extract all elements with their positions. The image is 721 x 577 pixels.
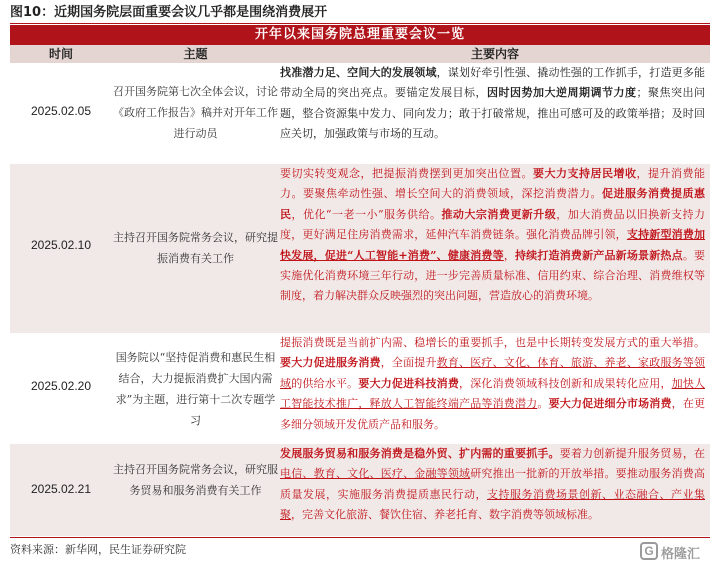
logo-icon: G [640, 542, 658, 560]
content-segment: 提振消费既是当前扩内需、稳增长的重要抓手，也是中长期转变发展方式的重大举措。 [280, 336, 705, 349]
content-segment: 找准潜力足、空间大的发展领域 [280, 66, 437, 79]
row-topic: 国务院以“坚持促消费和惠民生相结合，大力提振消费扩大国内需求”为主题，进行第十二次专题学习 [115, 351, 276, 427]
header-topic: 主题 [183, 47, 208, 61]
row-date: 2025.02.20 [30, 379, 92, 393]
content-segment: ，谋划好牵引性强、撬动性强的工作抓手，打造更多能带动全局的突出亮点。要锚定发展目标， [280, 66, 706, 100]
content-segment: ，在更多细分领域开发优质产品和服务。 [280, 397, 706, 431]
table-row [10, 164, 710, 333]
table-row [10, 333, 710, 444]
content-segment: 的供给水平。 [291, 376, 359, 390]
row-content [280, 63, 705, 145]
table-row [10, 63, 710, 164]
content-segment: 加快人工智能技术推广，释放人工智能终端产品等消费潜力 [280, 376, 706, 411]
content-segment: 要大力促进服务消费 [280, 356, 381, 370]
content-segment: 研究推出一批新的开放举措。要推动服务消费高质量发展，实施服务消费提质惠民行动， [280, 467, 706, 501]
content-segment: 推动大宗消费更新升级 [441, 207, 557, 221]
logo-text: 格隆汇 [661, 547, 701, 562]
content-segment: 电信、教育、文化、医疗、金融等领域 [280, 467, 471, 481]
content-segment: 要大力促进细分市场消费 [548, 397, 672, 411]
content-segment: 要着力创新提升服务贸易，在 [559, 447, 706, 460]
row-content [280, 444, 705, 526]
content-segment: ，完善文化旅游、餐饮住宿、养老托育、数字消费等领域标准。 [291, 508, 599, 522]
watermark-logo [640, 542, 710, 562]
content-segment: ，提升消费能力。要聚焦牵动性强、增长空间大的消费领域，深挖消费潜力。 [280, 167, 705, 201]
content-segment: 要大力促进科技消费 [358, 376, 460, 390]
content-segment: ， [503, 248, 515, 262]
row-date: 2025.02.21 [30, 482, 92, 496]
row-topic: 主持召开国务院常务会议，研究服务贸易和服务消费有关工作 [113, 463, 278, 497]
row-topic: 召开国务院第七次全体会议，讨论《政府工作报告》稿并对开年工作进行动员 [113, 85, 278, 140]
content-segment: ，全面提升 [380, 356, 437, 370]
content-segment: 。要实施优化消费环境三年行动，进一步完善质量标准、信用约束、综合治理、消费维权等制度，着力解决群众反映强烈的突出问题，营造放心的消费环境。 [280, 248, 705, 303]
content-segment: 要切实转变观念，把提振消费摆到更加突出位置。 [280, 167, 533, 180]
content-segment: ，深化消费领域科技创新和成果转化应用， [459, 376, 672, 390]
row-content [280, 333, 705, 435]
source-note: 资料来源：新华网，民生证券研究院 [10, 537, 710, 557]
row-date: 2025.02.10 [30, 238, 92, 252]
row-topic: 主持召开国务院常务会议，研究提振消费有关工作 [113, 231, 278, 265]
header-content: 主要内容 [470, 47, 519, 61]
content-segment: 发展服务贸易和服务消费是稳外贸、扩内需的重要抓手。 [280, 447, 560, 460]
content-segment: 促进服务消费提质惠民 [280, 187, 705, 221]
content-segment: ；聚焦突出问题，整合资源集中发力、同向发力；敢于打破常规，推出可感可及的政策举措；及时回应关切，加强政策与市场的互动。 [280, 86, 705, 141]
content-segment: 因时因势加大逆周期调节力度 [487, 86, 637, 100]
content-segment: 支持服务消费场景创新、业态融合、产业集聚 [280, 487, 705, 522]
row-content [280, 164, 705, 307]
content-segment: 支持新型消费加快发展，促进“人工智能+消费”、健康消费等 [280, 228, 706, 262]
table-header-row [10, 45, 710, 63]
content-segment: ，优化“一老一小”服务供给。 [291, 207, 442, 221]
table-row [10, 444, 710, 536]
content-segment: 。 [537, 397, 549, 411]
content-segment: 教育、医疗、文化、体育、旅游、养老、家政服务等领域 [280, 356, 706, 390]
header-date: 时间 [48, 47, 73, 61]
figure-title: 图10：近期国务院层面重要会议几乎都是围绕消费展开 [10, 3, 710, 24]
table-banner-title: 开年以来国务院总理重要会议一览 [10, 25, 710, 45]
content-segment: 持续打造消费新产品新场景新热点 [515, 248, 683, 262]
content-segment: 要大力支持居民增收 [533, 167, 637, 180]
content-segment: ，加大消费品以旧换新支持力度，更好满足住房消费需求，延伸汽车消费链条。强化消费品牌引领， [280, 207, 706, 242]
row-date: 2025.02.05 [30, 104, 92, 118]
